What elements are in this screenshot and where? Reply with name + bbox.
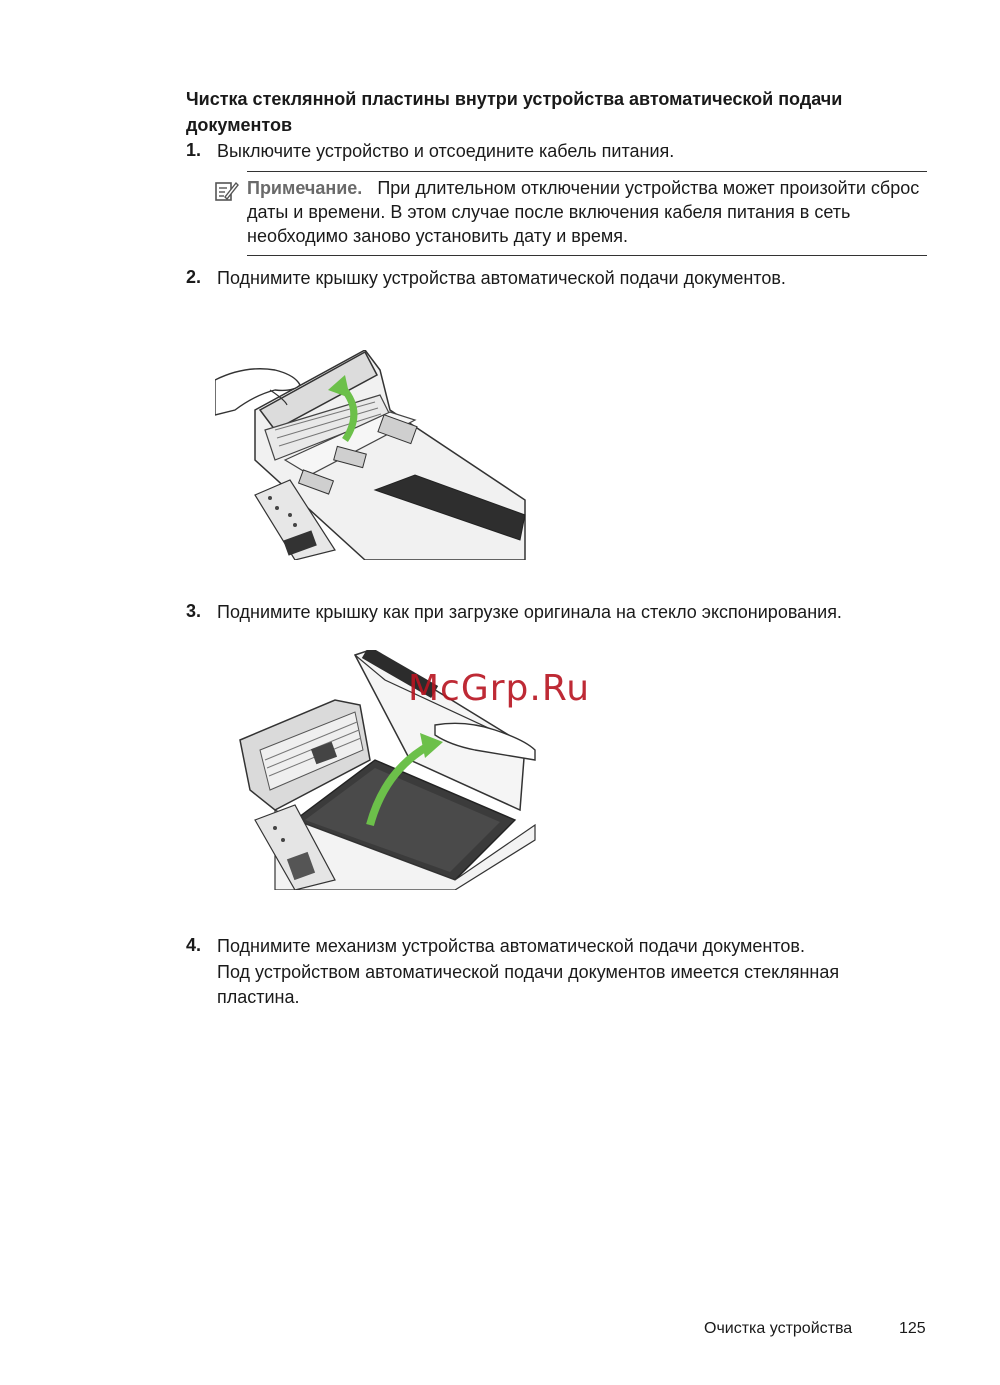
adf-cover-illustration <box>215 350 530 560</box>
step-3-text: Поднимите крышку как при загрузке оригинала на стекло экспонирования. <box>217 602 842 622</box>
section-heading: Чистка стеклянной пластины внутри устройства автоматической подачи документов <box>186 89 843 135</box>
footer-page-number: 125 <box>899 1320 926 1337</box>
step-1-text: Выключите устройство и отсоедините кабель питания. <box>217 141 675 161</box>
note-label: Примечание. <box>247 178 363 198</box>
step-2-number: 2. <box>186 267 202 287</box>
note-bottom-rule <box>247 255 927 256</box>
watermark: McGrp.Ru <box>408 668 591 709</box>
step-1-number: 1. <box>186 140 202 160</box>
note-top-rule <box>247 171 927 172</box>
step-2-text: Поднимите крышку устройства автоматической подачи документов. <box>217 268 786 288</box>
step-4-text: Поднимите механизм устройства автоматической подачи документов. <box>217 936 805 956</box>
step-4-detail: Под устройством автоматической подачи документов имеется стеклянная пластина. <box>217 962 840 1007</box>
step-3-number: 3. <box>186 601 202 621</box>
step-4-number: 4. <box>186 935 202 955</box>
note-text: При длительном отключении устройства может произойти сброс даты и времени. В этом случае после включения кабеля питания в сеть необходимо заново установить дату и время. <box>247 178 920 246</box>
note-pencil-icon <box>215 180 239 202</box>
footer-section-title: Очистка устройства <box>704 1320 853 1337</box>
